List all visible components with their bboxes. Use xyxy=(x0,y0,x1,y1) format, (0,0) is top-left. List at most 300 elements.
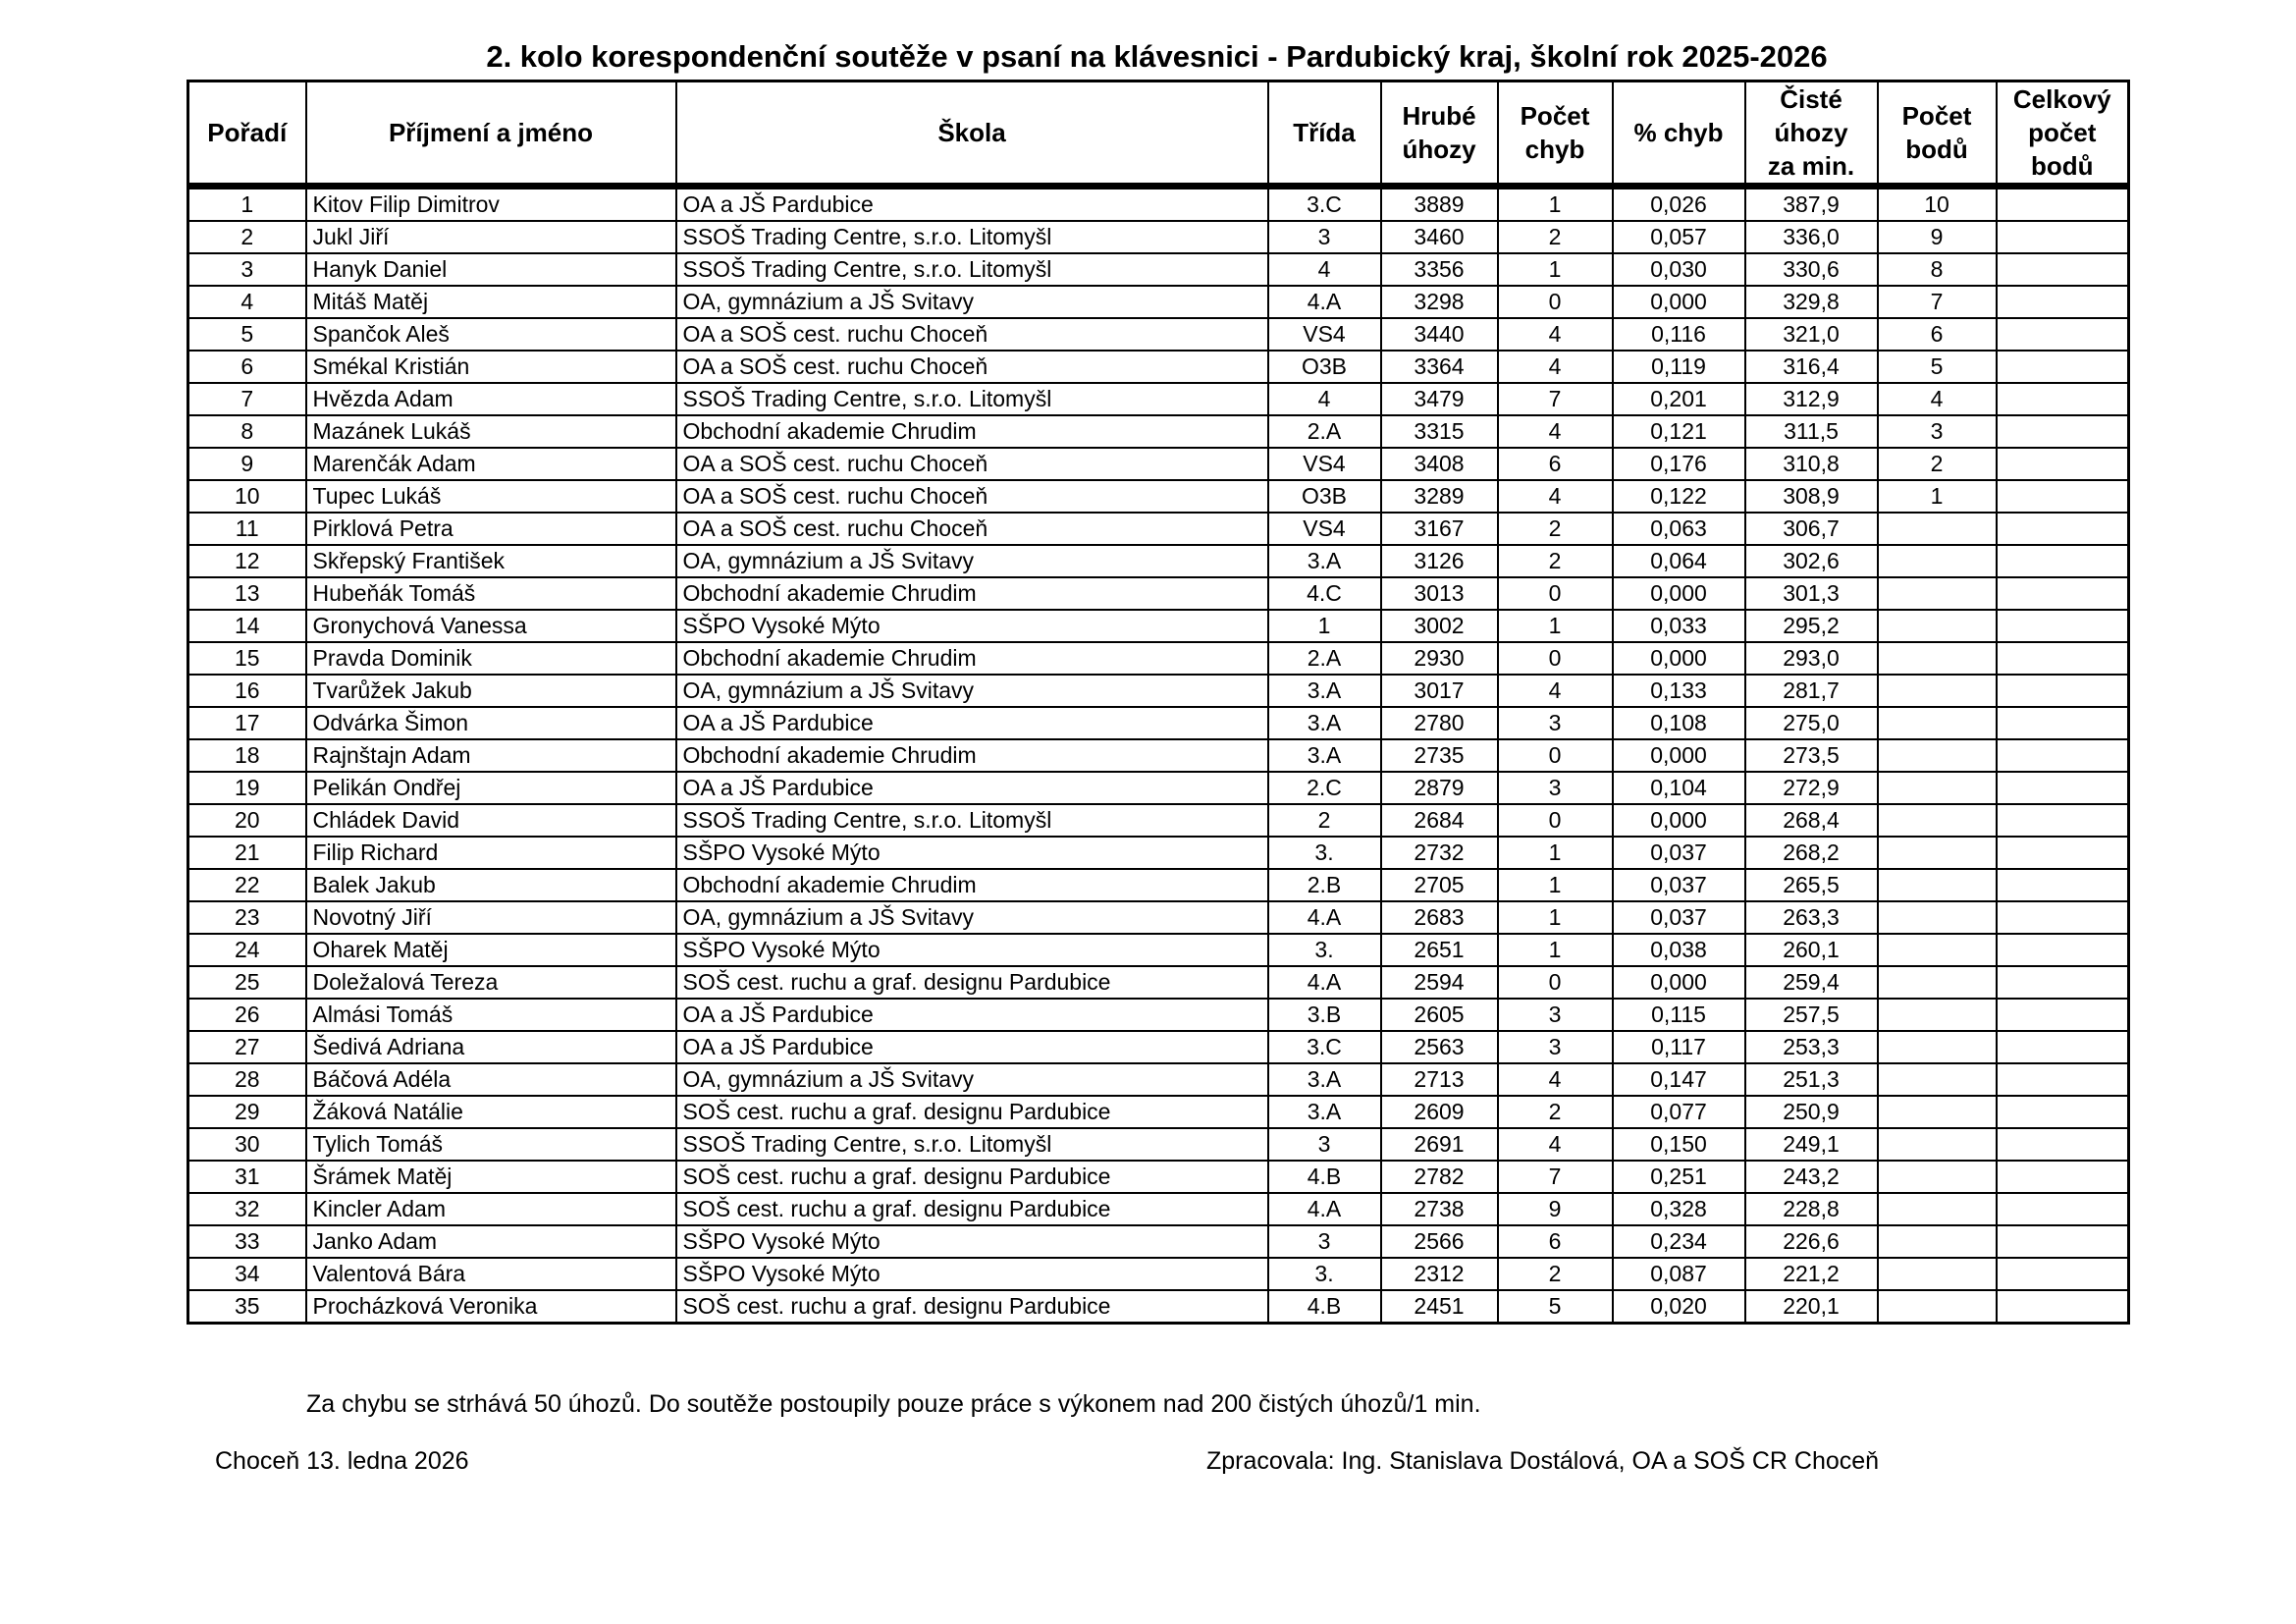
cell-class: 4.A xyxy=(1268,1193,1381,1225)
table-row xyxy=(188,739,2129,772)
table-row xyxy=(188,1128,2129,1161)
cell-class: 4.B xyxy=(1268,1290,1381,1324)
cell-net-strokes-per-min: 268,2 xyxy=(1745,837,1878,869)
cell-total-points xyxy=(1997,1258,2129,1290)
table-row xyxy=(188,480,2129,513)
cell-class: 4.A xyxy=(1268,901,1381,934)
cell-name: Hvězda Adam xyxy=(306,383,676,415)
cell-net-strokes-per-min: 265,5 xyxy=(1745,869,1878,901)
cell-gross-strokes: 2563 xyxy=(1381,1031,1498,1063)
cell-points: 5 xyxy=(1878,351,1997,383)
cell-points xyxy=(1878,966,1997,999)
cell-name: Šrámek Matěj xyxy=(306,1161,676,1193)
header-row xyxy=(188,81,2129,187)
cell-rank: 23 xyxy=(188,901,306,934)
cell-rank: 22 xyxy=(188,869,306,901)
cell-net-strokes-per-min: 312,9 xyxy=(1745,383,1878,415)
header-col-class xyxy=(1268,81,1381,187)
cell-name: Žáková Natálie xyxy=(306,1096,676,1128)
place-date: Choceň 13. ledna 2026 xyxy=(215,1447,469,1475)
cell-gross-strokes: 2780 xyxy=(1381,707,1498,739)
cell-school: SOŠ cest. ruchu a graf. designu Pardubice xyxy=(676,1193,1268,1225)
table-row xyxy=(188,869,2129,901)
cell-name: Jukl Jiří xyxy=(306,221,676,253)
cell-total-points xyxy=(1997,1096,2129,1128)
cell-total-points xyxy=(1997,675,2129,707)
cell-net-strokes-per-min: 220,1 xyxy=(1745,1290,1878,1324)
cell-total-points xyxy=(1997,253,2129,286)
cell-points xyxy=(1878,1258,1997,1290)
cell-error-count: 7 xyxy=(1498,1161,1613,1193)
cell-total-points xyxy=(1997,351,2129,383)
cell-error-count: 2 xyxy=(1498,513,1613,545)
cell-error-count: 4 xyxy=(1498,318,1613,351)
header-col-points xyxy=(1878,81,1997,187)
cell-school: SŠPO Vysoké Mýto xyxy=(676,1225,1268,1258)
cell-points xyxy=(1878,707,1997,739)
cell-error-count: 1 xyxy=(1498,869,1613,901)
cell-class: 2.C xyxy=(1268,772,1381,804)
cell-points: 3 xyxy=(1878,415,1997,448)
cell-points: 7 xyxy=(1878,286,1997,318)
cell-error-percent: 0,201 xyxy=(1613,383,1745,415)
cell-class: 3.B xyxy=(1268,999,1381,1031)
cell-error-percent: 0,121 xyxy=(1613,415,1745,448)
cell-class: 3. xyxy=(1268,934,1381,966)
cell-net-strokes-per-min: 260,1 xyxy=(1745,934,1878,966)
table-row xyxy=(188,415,2129,448)
cell-name: Mazánek Lukáš xyxy=(306,415,676,448)
cell-rank: 7 xyxy=(188,383,306,415)
cell-name: Šedivá Adriana xyxy=(306,1031,676,1063)
cell-points xyxy=(1878,999,1997,1031)
cell-net-strokes-per-min: 226,6 xyxy=(1745,1225,1878,1258)
cell-net-strokes-per-min: 253,3 xyxy=(1745,1031,1878,1063)
cell-error-percent: 0,037 xyxy=(1613,837,1745,869)
table-row xyxy=(188,448,2129,480)
cell-total-points xyxy=(1997,1290,2129,1324)
cell-net-strokes-per-min: 268,4 xyxy=(1745,804,1878,837)
table-row xyxy=(188,1031,2129,1063)
cell-error-percent: 0,057 xyxy=(1613,221,1745,253)
cell-school: OA, gymnázium a JŠ Svitavy xyxy=(676,545,1268,577)
cell-gross-strokes: 2738 xyxy=(1381,1193,1498,1225)
cell-gross-strokes: 2605 xyxy=(1381,999,1498,1031)
cell-net-strokes-per-min: 293,0 xyxy=(1745,642,1878,675)
cell-error-percent: 0,104 xyxy=(1613,772,1745,804)
header-col-total-points xyxy=(1997,81,2129,187)
cell-class: 3.A xyxy=(1268,675,1381,707)
cell-points xyxy=(1878,1225,1997,1258)
document-title: 2. kolo korespondenční soutěže v psaní na klávesnici - Pardubický kraj, školní rok 2025-2026 xyxy=(486,39,1828,74)
cell-gross-strokes: 2566 xyxy=(1381,1225,1498,1258)
cell-error-count: 3 xyxy=(1498,999,1613,1031)
cell-class: 3.A xyxy=(1268,1096,1381,1128)
cell-error-count: 0 xyxy=(1498,577,1613,610)
cell-rank: 9 xyxy=(188,448,306,480)
table-row xyxy=(188,837,2129,869)
table-row xyxy=(188,1258,2129,1290)
cell-gross-strokes: 3298 xyxy=(1381,286,1498,318)
cell-class: 2.B xyxy=(1268,869,1381,901)
cell-error-count: 3 xyxy=(1498,1031,1613,1063)
cell-total-points xyxy=(1997,383,2129,415)
cell-name: Marenčák Adam xyxy=(306,448,676,480)
cell-error-percent: 0,038 xyxy=(1613,934,1745,966)
cell-name: Skřepský František xyxy=(306,545,676,577)
header-col-name xyxy=(306,81,676,187)
cell-school: OA, gymnázium a JŠ Svitavy xyxy=(676,675,1268,707)
cell-school: SSOŠ Trading Centre, s.r.o. Litomyšl xyxy=(676,1128,1268,1161)
table-row xyxy=(188,610,2129,642)
header-text-line: úhozy xyxy=(1774,118,1848,147)
cell-error-count: 0 xyxy=(1498,642,1613,675)
cell-name: Mitáš Matěj xyxy=(306,286,676,318)
cell-total-points xyxy=(1997,934,2129,966)
cell-gross-strokes: 3356 xyxy=(1381,253,1498,286)
cell-net-strokes-per-min: 308,9 xyxy=(1745,480,1878,513)
cell-name: Odvárka Šimon xyxy=(306,707,676,739)
cell-name: Kitov Filip Dimitrov xyxy=(306,187,676,222)
cell-net-strokes-per-min: 310,8 xyxy=(1745,448,1878,480)
cell-error-count: 4 xyxy=(1498,1128,1613,1161)
cell-points xyxy=(1878,1063,1997,1096)
cell-school: Obchodní akademie Chrudim xyxy=(676,869,1268,901)
footnote: Za chybu se strhává 50 úhozů. Do soutěže postoupily pouze práce s výkonem nad 200 čistých úhozů/1 min. xyxy=(306,1390,1481,1418)
table-row xyxy=(188,1225,2129,1258)
cell-school: SŠPO Vysoké Mýto xyxy=(676,837,1268,869)
cell-class: 4.B xyxy=(1268,1161,1381,1193)
header-text-line: bodů xyxy=(1905,135,1968,164)
cell-school: OA a JŠ Pardubice xyxy=(676,772,1268,804)
cell-school: OA, gymnázium a JŠ Svitavy xyxy=(676,286,1268,318)
table-row xyxy=(188,253,2129,286)
cell-net-strokes-per-min: 281,7 xyxy=(1745,675,1878,707)
cell-gross-strokes: 3889 xyxy=(1381,187,1498,222)
cell-total-points xyxy=(1997,869,2129,901)
cell-total-points xyxy=(1997,221,2129,253)
cell-school: Obchodní akademie Chrudim xyxy=(676,577,1268,610)
cell-gross-strokes: 2735 xyxy=(1381,739,1498,772)
cell-rank: 35 xyxy=(188,1290,306,1324)
cell-class: 4.A xyxy=(1268,286,1381,318)
cell-error-percent: 0,150 xyxy=(1613,1128,1745,1161)
cell-net-strokes-per-min: 272,9 xyxy=(1745,772,1878,804)
table-row xyxy=(188,513,2129,545)
cell-error-count: 7 xyxy=(1498,383,1613,415)
cell-gross-strokes: 3017 xyxy=(1381,675,1498,707)
cell-gross-strokes: 3002 xyxy=(1381,610,1498,642)
table-row xyxy=(188,1063,2129,1096)
cell-error-percent: 0,000 xyxy=(1613,804,1745,837)
cell-rank: 16 xyxy=(188,675,306,707)
cell-total-points xyxy=(1997,545,2129,577)
cell-name: Rajnštajn Adam xyxy=(306,739,676,772)
cell-school: SŠPO Vysoké Mýto xyxy=(676,1258,1268,1290)
cell-gross-strokes: 3289 xyxy=(1381,480,1498,513)
header-col-school xyxy=(676,81,1268,187)
cell-error-percent: 0,000 xyxy=(1613,642,1745,675)
cell-rank: 29 xyxy=(188,1096,306,1128)
cell-school: SOŠ cest. ruchu a graf. designu Pardubice xyxy=(676,1096,1268,1128)
cell-school: SŠPO Vysoké Mýto xyxy=(676,610,1268,642)
cell-total-points xyxy=(1997,1225,2129,1258)
cell-class: VS4 xyxy=(1268,448,1381,480)
cell-points: 6 xyxy=(1878,318,1997,351)
cell-name: Almási Tomáš xyxy=(306,999,676,1031)
header-text-line: Příjmení a jméno xyxy=(388,118,594,147)
cell-error-percent: 0,147 xyxy=(1613,1063,1745,1096)
table-row xyxy=(188,804,2129,837)
cell-points xyxy=(1878,869,1997,901)
cell-error-count: 6 xyxy=(1498,448,1613,480)
cell-total-points xyxy=(1997,480,2129,513)
cell-error-count: 3 xyxy=(1498,772,1613,804)
cell-error-percent: 0,116 xyxy=(1613,318,1745,351)
cell-gross-strokes: 2451 xyxy=(1381,1290,1498,1324)
cell-error-count: 5 xyxy=(1498,1290,1613,1324)
cell-gross-strokes: 2930 xyxy=(1381,642,1498,675)
cell-class: VS4 xyxy=(1268,513,1381,545)
cell-error-percent: 0,030 xyxy=(1613,253,1745,286)
cell-error-count: 2 xyxy=(1498,221,1613,253)
cell-error-percent: 0,020 xyxy=(1613,1290,1745,1324)
cell-school: OA a JŠ Pardubice xyxy=(676,707,1268,739)
table-row xyxy=(188,577,2129,610)
cell-school: Obchodní akademie Chrudim xyxy=(676,642,1268,675)
cell-school: OA a SOŠ cest. ruchu Choceň xyxy=(676,448,1268,480)
cell-net-strokes-per-min: 249,1 xyxy=(1745,1128,1878,1161)
cell-total-points xyxy=(1997,739,2129,772)
table-row xyxy=(188,383,2129,415)
cell-name: Procházková Veronika xyxy=(306,1290,676,1324)
cell-rank: 12 xyxy=(188,545,306,577)
cell-rank: 10 xyxy=(188,480,306,513)
cell-total-points xyxy=(1997,187,2129,222)
cell-error-percent: 0,133 xyxy=(1613,675,1745,707)
cell-name: Tylich Tomáš xyxy=(306,1128,676,1161)
table-row xyxy=(188,187,2129,222)
cell-error-count: 2 xyxy=(1498,1096,1613,1128)
cell-error-count: 1 xyxy=(1498,901,1613,934)
cell-class: 2 xyxy=(1268,804,1381,837)
table-row xyxy=(188,675,2129,707)
table-row xyxy=(188,934,2129,966)
table-body xyxy=(188,187,2129,1324)
table-row xyxy=(188,772,2129,804)
cell-points xyxy=(1878,610,1997,642)
cell-net-strokes-per-min: 316,4 xyxy=(1745,351,1878,383)
table-row xyxy=(188,999,2129,1031)
cell-error-percent: 0,064 xyxy=(1613,545,1745,577)
cell-rank: 17 xyxy=(188,707,306,739)
cell-name: Kincler Adam xyxy=(306,1193,676,1225)
table-row xyxy=(188,545,2129,577)
cell-rank: 21 xyxy=(188,837,306,869)
cell-net-strokes-per-min: 250,9 xyxy=(1745,1096,1878,1128)
cell-points xyxy=(1878,513,1997,545)
cell-points xyxy=(1878,804,1997,837)
cell-school: OA a JŠ Pardubice xyxy=(676,187,1268,222)
cell-error-count: 2 xyxy=(1498,1258,1613,1290)
cell-error-count: 1 xyxy=(1498,253,1613,286)
cell-class: 4.A xyxy=(1268,966,1381,999)
cell-rank: 8 xyxy=(188,415,306,448)
table-row xyxy=(188,1161,2129,1193)
header-col-net-strokes-per-min xyxy=(1745,81,1878,187)
cell-error-percent: 0,108 xyxy=(1613,707,1745,739)
cell-points xyxy=(1878,934,1997,966)
cell-class: 3 xyxy=(1268,1128,1381,1161)
cell-gross-strokes: 2651 xyxy=(1381,934,1498,966)
cell-name: Janko Adam xyxy=(306,1225,676,1258)
cell-rank: 20 xyxy=(188,804,306,837)
cell-points xyxy=(1878,642,1997,675)
cell-total-points xyxy=(1997,837,2129,869)
cell-error-count: 1 xyxy=(1498,187,1613,222)
cell-school: SSOŠ Trading Centre, s.r.o. Litomyšl xyxy=(676,804,1268,837)
cell-name: Doležalová Tereza xyxy=(306,966,676,999)
cell-rank: 1 xyxy=(188,187,306,222)
table-row xyxy=(188,707,2129,739)
cell-rank: 14 xyxy=(188,610,306,642)
cell-points xyxy=(1878,1096,1997,1128)
cell-error-percent: 0,037 xyxy=(1613,869,1745,901)
cell-points: 2 xyxy=(1878,448,1997,480)
cell-class: 4.C xyxy=(1268,577,1381,610)
table-row xyxy=(188,1096,2129,1128)
cell-name: Smékal Kristián xyxy=(306,351,676,383)
table-row xyxy=(188,901,2129,934)
cell-points xyxy=(1878,675,1997,707)
cell-rank: 31 xyxy=(188,1161,306,1193)
cell-class: VS4 xyxy=(1268,318,1381,351)
cell-class: 3.A xyxy=(1268,707,1381,739)
cell-class: 3. xyxy=(1268,1258,1381,1290)
cell-school: Obchodní akademie Chrudim xyxy=(676,739,1268,772)
cell-name: Filip Richard xyxy=(306,837,676,869)
header-text-line: počet xyxy=(2028,118,2097,147)
cell-error-count: 2 xyxy=(1498,545,1613,577)
cell-school: SSOŠ Trading Centre, s.r.o. Litomyšl xyxy=(676,221,1268,253)
cell-total-points xyxy=(1997,999,2129,1031)
cell-error-count: 1 xyxy=(1498,934,1613,966)
cell-points: 1 xyxy=(1878,480,1997,513)
cell-error-count: 0 xyxy=(1498,739,1613,772)
cell-gross-strokes: 2684 xyxy=(1381,804,1498,837)
header-text-line: Škola xyxy=(937,118,1006,147)
cell-rank: 26 xyxy=(188,999,306,1031)
cell-net-strokes-per-min: 228,8 xyxy=(1745,1193,1878,1225)
cell-school: OA, gymnázium a JŠ Svitavy xyxy=(676,901,1268,934)
cell-school: SSOŠ Trading Centre, s.r.o. Litomyšl xyxy=(676,383,1268,415)
cell-total-points xyxy=(1997,1128,2129,1161)
header-text-line: chyb xyxy=(1524,135,1585,164)
cell-error-count: 4 xyxy=(1498,480,1613,513)
cell-school: SOŠ cest. ruchu a graf. designu Pardubice xyxy=(676,966,1268,999)
cell-net-strokes-per-min: 330,6 xyxy=(1745,253,1878,286)
cell-total-points xyxy=(1997,1063,2129,1096)
cell-error-percent: 0,176 xyxy=(1613,448,1745,480)
cell-rank: 24 xyxy=(188,934,306,966)
cell-class: 4 xyxy=(1268,253,1381,286)
cell-name: Chládek David xyxy=(306,804,676,837)
cell-total-points xyxy=(1997,415,2129,448)
cell-error-percent: 0,119 xyxy=(1613,351,1745,383)
cell-error-percent: 0,037 xyxy=(1613,901,1745,934)
cell-total-points xyxy=(1997,642,2129,675)
cell-error-count: 4 xyxy=(1498,351,1613,383)
cell-points xyxy=(1878,1193,1997,1225)
cell-error-percent: 0,000 xyxy=(1613,577,1745,610)
cell-gross-strokes: 3364 xyxy=(1381,351,1498,383)
cell-error-percent: 0,328 xyxy=(1613,1193,1745,1225)
cell-rank: 15 xyxy=(188,642,306,675)
cell-school: SSOŠ Trading Centre, s.r.o. Litomyšl xyxy=(676,253,1268,286)
cell-error-count: 4 xyxy=(1498,1063,1613,1096)
cell-gross-strokes: 2782 xyxy=(1381,1161,1498,1193)
header-text-line: za min. xyxy=(1767,151,1855,181)
cell-school: SOŠ cest. ruchu a graf. designu Pardubice xyxy=(676,1290,1268,1324)
header-text-line: Počet xyxy=(1520,101,1590,131)
cell-gross-strokes: 2312 xyxy=(1381,1258,1498,1290)
cell-error-count: 4 xyxy=(1498,415,1613,448)
cell-error-percent: 0,251 xyxy=(1613,1161,1745,1193)
cell-gross-strokes: 2705 xyxy=(1381,869,1498,901)
cell-points xyxy=(1878,1161,1997,1193)
cell-school: OA a SOŠ cest. ruchu Choceň xyxy=(676,513,1268,545)
cell-school: OA a SOŠ cest. ruchu Choceň xyxy=(676,318,1268,351)
cell-class: O3B xyxy=(1268,351,1381,383)
cell-net-strokes-per-min: 257,5 xyxy=(1745,999,1878,1031)
cell-class: 3.A xyxy=(1268,1063,1381,1096)
cell-net-strokes-per-min: 336,0 xyxy=(1745,221,1878,253)
cell-school: OA a SOŠ cest. ruchu Choceň xyxy=(676,351,1268,383)
table-row xyxy=(188,1193,2129,1225)
cell-gross-strokes: 2713 xyxy=(1381,1063,1498,1096)
cell-error-count: 4 xyxy=(1498,675,1613,707)
table-row xyxy=(188,1290,2129,1324)
cell-error-count: 0 xyxy=(1498,286,1613,318)
cell-gross-strokes: 2594 xyxy=(1381,966,1498,999)
cell-name: Pelikán Ondřej xyxy=(306,772,676,804)
cell-gross-strokes: 3167 xyxy=(1381,513,1498,545)
cell-class: 2.A xyxy=(1268,642,1381,675)
header-text-line: Hrubé xyxy=(1402,101,1476,131)
cell-gross-strokes: 3440 xyxy=(1381,318,1498,351)
header-text-line: Celkový xyxy=(2012,84,2111,114)
cell-class: 3 xyxy=(1268,221,1381,253)
cell-class: 3.C xyxy=(1268,1031,1381,1063)
cell-points xyxy=(1878,1031,1997,1063)
cell-total-points xyxy=(1997,804,2129,837)
table-row xyxy=(188,966,2129,999)
header-col-rank xyxy=(188,81,306,187)
cell-rank: 28 xyxy=(188,1063,306,1096)
cell-name: Tvarůžek Jakub xyxy=(306,675,676,707)
cell-total-points xyxy=(1997,286,2129,318)
cell-name: Pravda Dominik xyxy=(306,642,676,675)
cell-error-count: 3 xyxy=(1498,707,1613,739)
cell-name: Hubeňák Tomáš xyxy=(306,577,676,610)
cell-total-points xyxy=(1997,577,2129,610)
cell-error-percent: 0,117 xyxy=(1613,1031,1745,1063)
cell-error-count: 1 xyxy=(1498,610,1613,642)
cell-total-points xyxy=(1997,1193,2129,1225)
cell-net-strokes-per-min: 387,9 xyxy=(1745,187,1878,222)
header-col-error-count xyxy=(1498,81,1613,187)
cell-error-percent: 0,026 xyxy=(1613,187,1745,222)
